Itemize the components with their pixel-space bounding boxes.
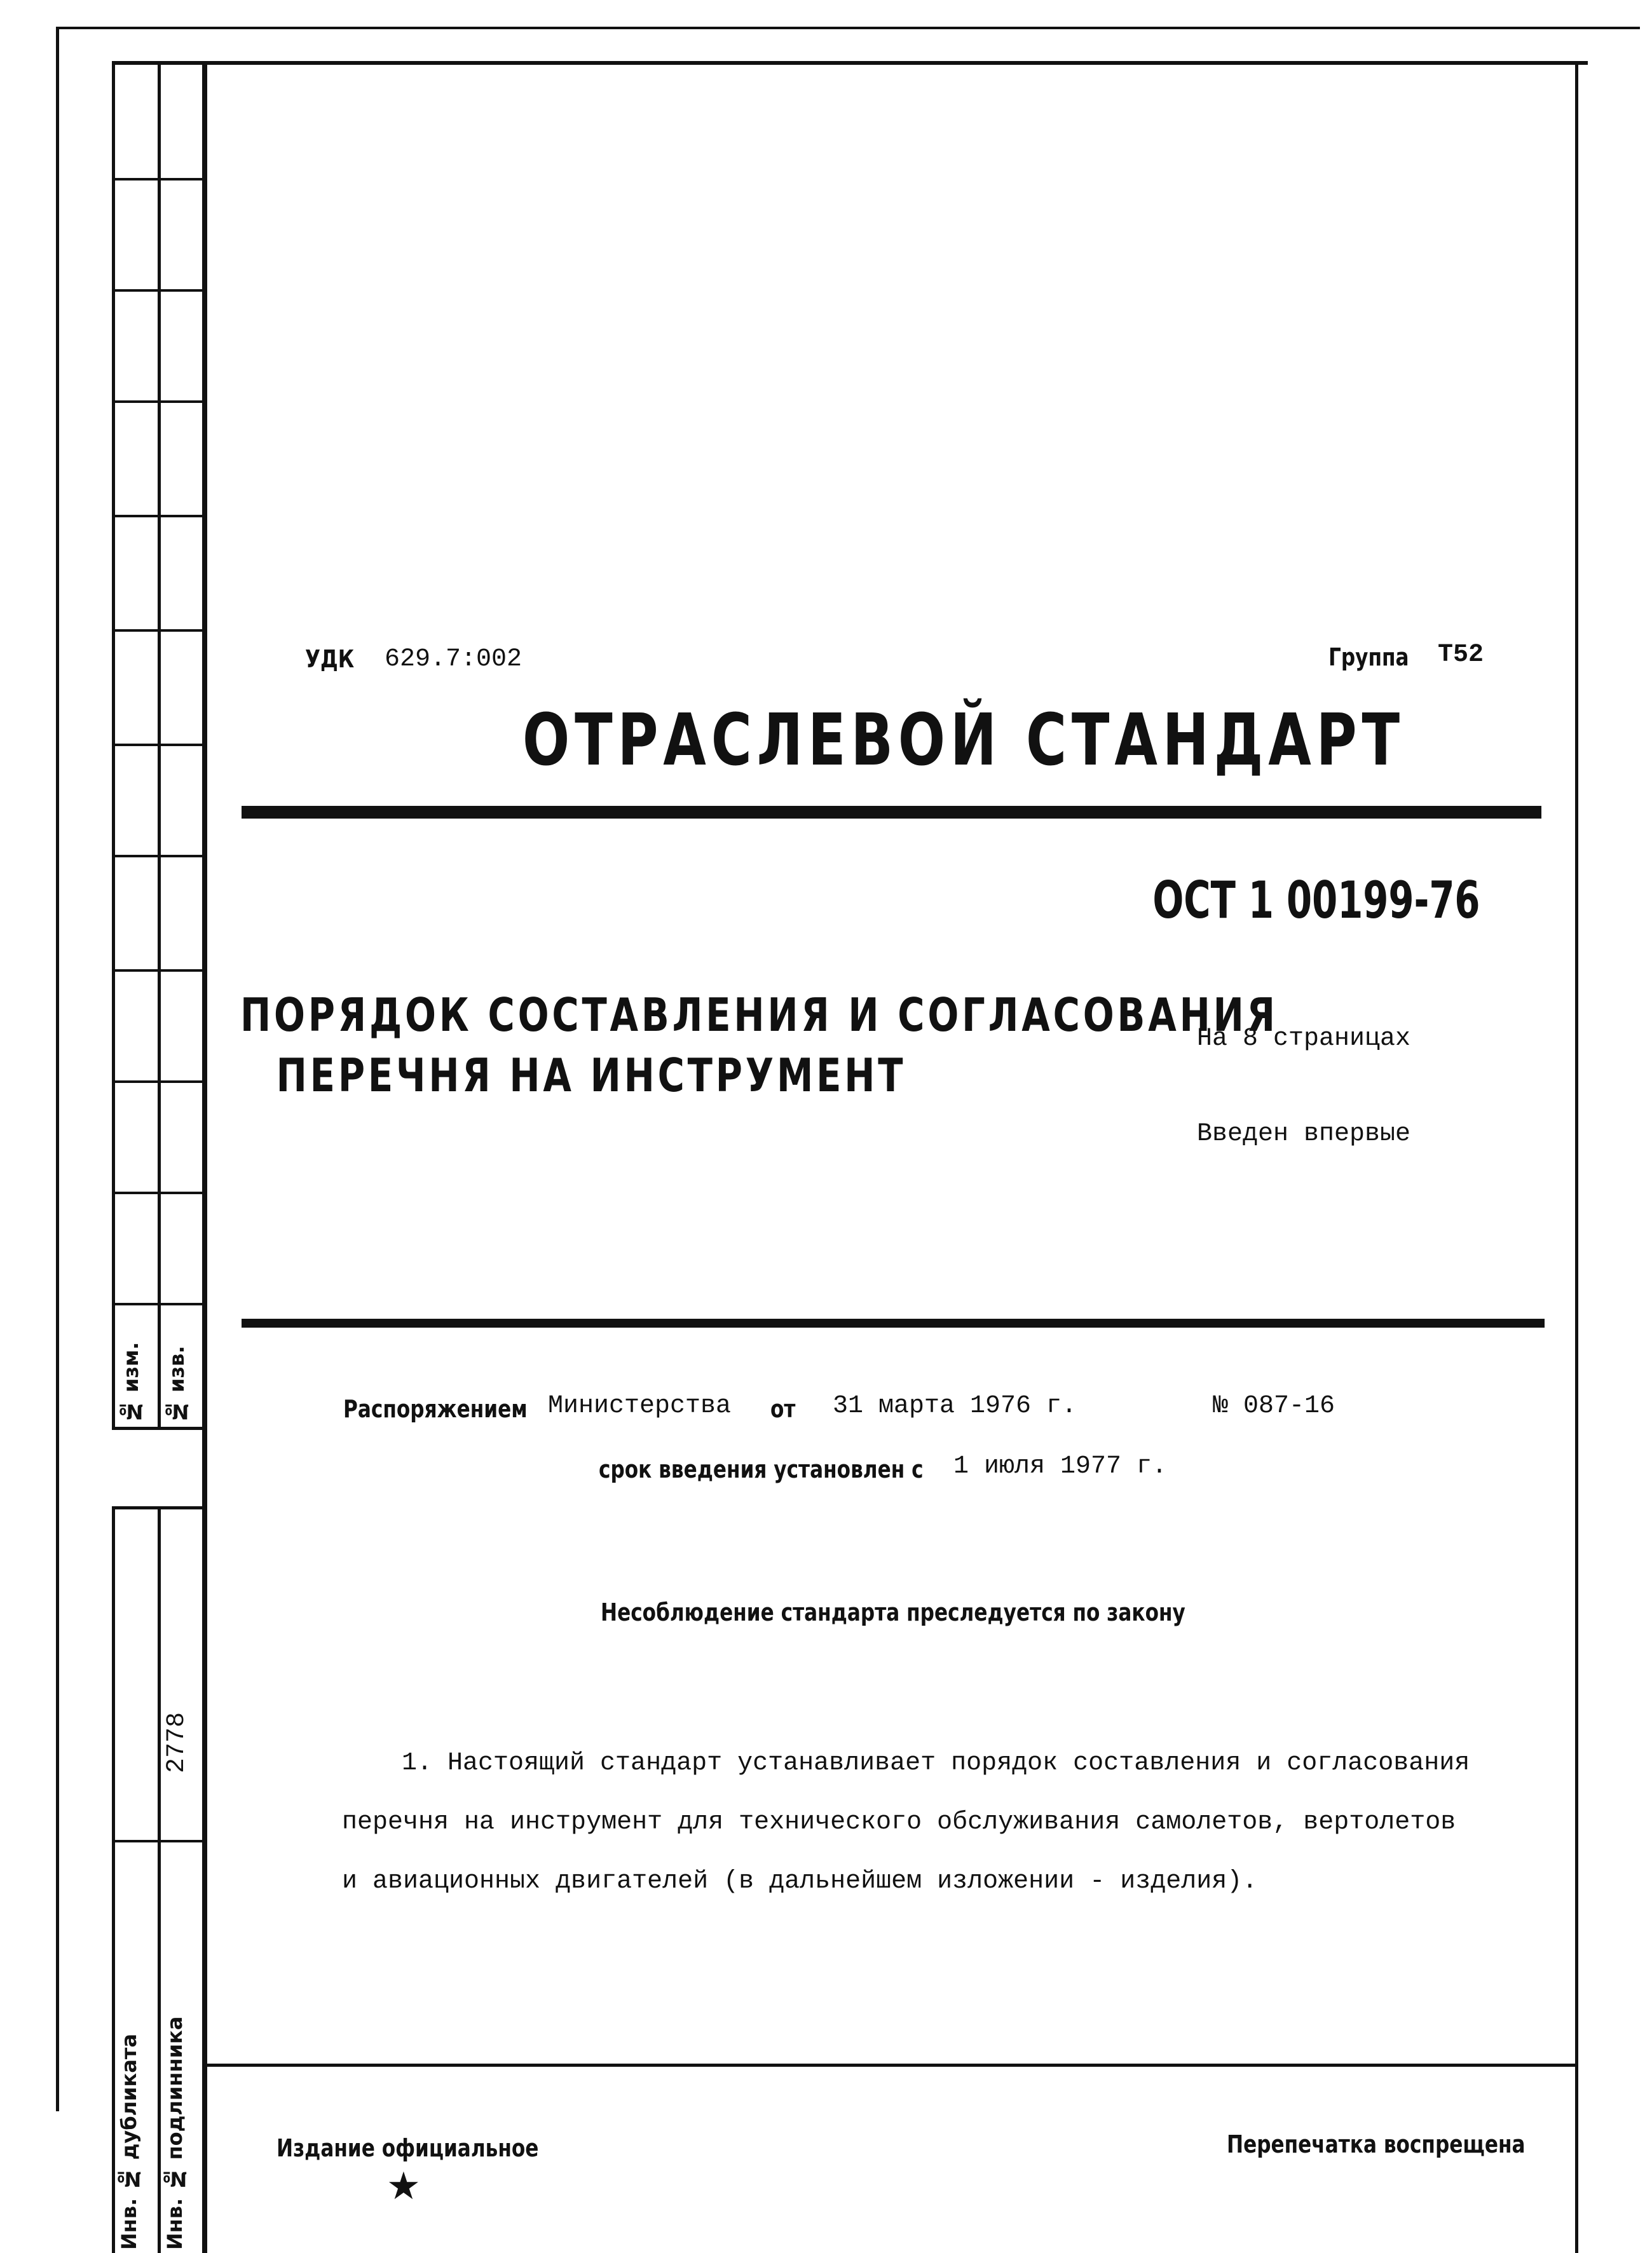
doc-title-line-1: ПОРЯДОК СОСТАВЛЕНИЯ И СОГЛАСОВАНИЯ	[240, 988, 1278, 1042]
paragraph-line-2: перечня на инструмент для технического обслуживания самолетов, вертолетов	[342, 1808, 1456, 1837]
frame-bottom-separator	[202, 2064, 1578, 2067]
stamp-notice-no: № изв.	[165, 1345, 189, 1424]
stamp-original-inv: Инв. № подлинника	[163, 2016, 187, 2250]
group-value: Т52	[1438, 641, 1484, 669]
star-icon: ★	[386, 2164, 421, 2209]
stamp-col-mid-lower	[158, 1506, 161, 2253]
doc-title-line-2: ПЕРЕЧНЯ НА ИНСТРУМЕНТ	[276, 1049, 906, 1102]
effective-date: 1 июля 1977 г.	[953, 1452, 1168, 1481]
outer-top-border	[57, 27, 1640, 29]
official-edition: Издание официальное	[276, 2134, 539, 2162]
stamp-row-divider	[112, 178, 204, 180]
stamp-col-left-lower	[112, 1506, 115, 2253]
reprint-forbidden: Перепечатка воспрещена	[1227, 2130, 1526, 2158]
decree-date: 31 марта 1976 г.	[833, 1392, 1077, 1420]
frame-top-border	[113, 61, 1588, 65]
section-thick-rule	[242, 1319, 1545, 1328]
paragraph-line-1: 1. Настоящий стандарт устанавливает порядок составления и согласования	[402, 1749, 1470, 1778]
stamp-row-divider	[112, 1192, 204, 1194]
stamp-row-divider	[112, 629, 204, 632]
stamp-archive-value: 2778	[163, 1712, 191, 1773]
main-title: ОТРАСЛЕВОЙ СТАНДАРТ	[522, 699, 1405, 782]
stamp-row-divider	[112, 1303, 204, 1305]
stamp-row-divider	[112, 515, 204, 517]
effective-label: срок введения установлен с	[599, 1455, 924, 1483]
introduced-note: Введен впервые	[1197, 1120, 1411, 1148]
outer-left-border	[56, 27, 59, 2111]
decree-number: № 087-16	[1213, 1392, 1335, 1420]
decree-from: от	[770, 1395, 796, 1423]
frame-right-border	[1575, 61, 1578, 2253]
frame-left-border	[202, 61, 207, 2253]
standard-number: ОСТ 1 00199-76	[1152, 871, 1480, 930]
stamp-change-no: № изм.	[119, 1342, 143, 1424]
decree-label: Распоряжением	[343, 1395, 528, 1423]
stamp-duplicate-inv: Инв. № дубликата	[117, 2034, 141, 2250]
paragraph-line-3: и авиационных двигателей (в дальнейшем изложении - изделия).	[342, 1867, 1258, 1896]
law-notice: Несоблюдение стандарта преследуется по закону	[601, 1598, 1185, 1626]
stamp-row-divider	[112, 744, 204, 746]
stamp-row-divider	[112, 1506, 204, 1509]
pages-info: На 8 страницах	[1197, 1024, 1411, 1053]
stamp-row-divider	[112, 1427, 204, 1430]
stamp-row-divider	[112, 1080, 204, 1083]
stamp-row-divider	[112, 1840, 204, 1842]
group-label: Группа	[1328, 643, 1409, 671]
stamp-row-divider	[112, 289, 204, 292]
stamp-row-divider	[112, 400, 204, 403]
stamp-row-divider	[112, 969, 204, 972]
udk-value: 629.7:002	[385, 645, 522, 674]
udk-label: УДК	[305, 645, 355, 673]
title-thick-rule	[242, 806, 1541, 819]
stamp-row-divider	[112, 855, 204, 857]
decree-body: Министерства	[548, 1392, 732, 1420]
